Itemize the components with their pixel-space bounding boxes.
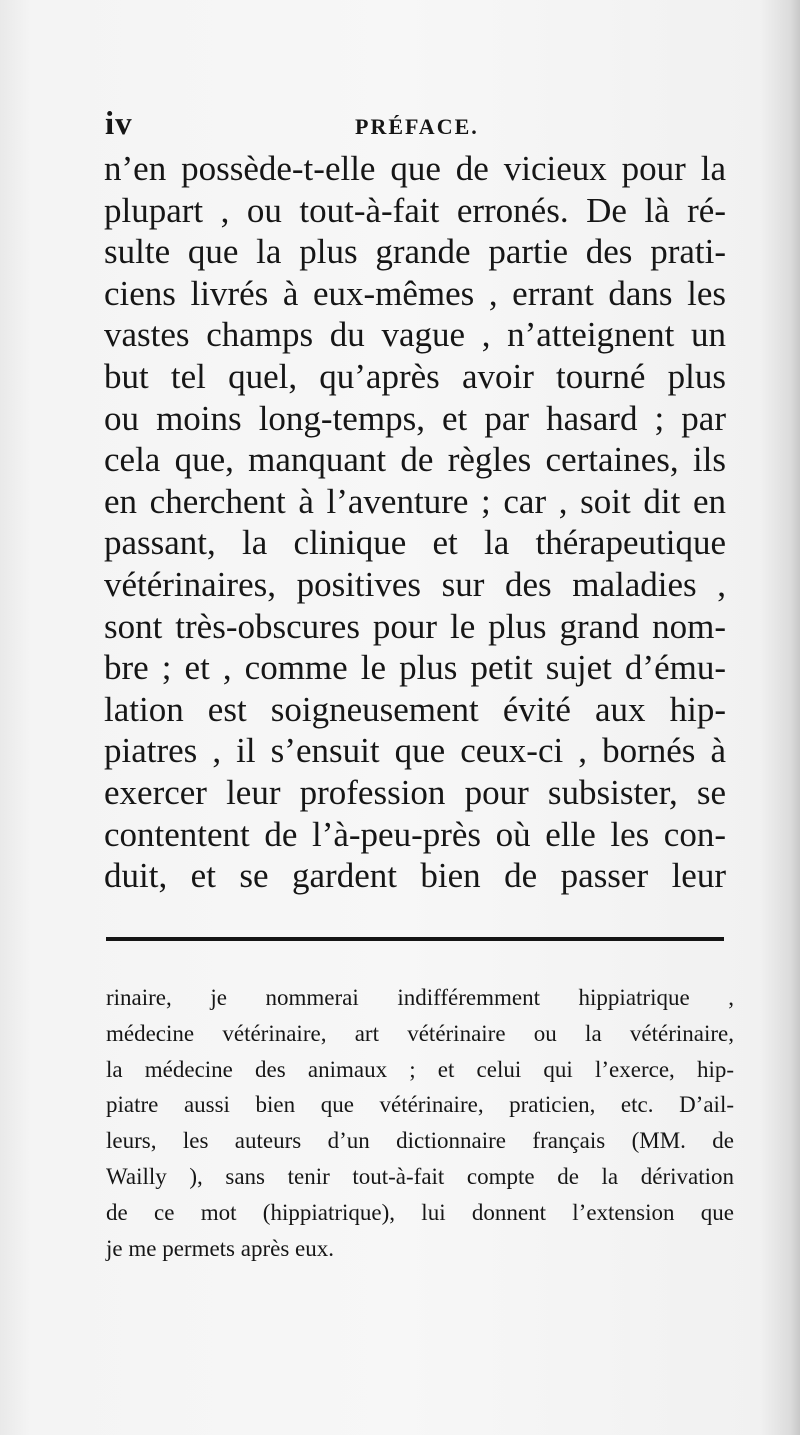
- body-line: contentent de l’à-peu-près où elle les con-: [104, 814, 726, 854]
- body-line: duit, et se gardent bien de passer leur: [104, 856, 726, 896]
- body-line: lation est soigneusement évité aux hip-: [104, 689, 726, 729]
- footnote-line: rinaire, je nommerai indifféremment hippiatrique ,: [106, 985, 734, 1010]
- body-line: n’en possède-t-elle que de vicieux pour la: [104, 149, 726, 188]
- body-line: vétérinaires, positives sur des maladies ,: [104, 564, 726, 604]
- body-line: passant, la clinique et la thérapeutique: [104, 523, 726, 563]
- footnote: [106, 980, 734, 1266]
- footnote-line: de ce mot (hippiatrique), lui donnent l’extension que: [106, 1199, 734, 1225]
- page-number: iv: [105, 106, 133, 142]
- footnote-line: piatre aussi bien que vétérinaire, praticien, etc. D’ail-: [106, 1092, 734, 1118]
- body-line: en cherchent à l’aventure ; car , soit dit en: [104, 481, 726, 521]
- running-head: PRÉFACE.: [355, 114, 479, 139]
- body-line: plupart , ou tout-à-fait erronés. De là ré-: [104, 190, 726, 230]
- body-line: ou moins long-temps, et par hasard ; par: [104, 398, 726, 438]
- body-line: exercer leur profession pour subsister, se: [104, 772, 726, 812]
- body-line: but tel quel, qu’après avoir tourné plus: [104, 356, 726, 396]
- body-line: ciens livrés à eux-mêmes , errant dans les: [104, 273, 726, 313]
- footnote-line: médecine vétérinaire, art vétérinaire ou la vétérinaire,: [106, 1020, 734, 1046]
- footnote-line: leurs, les auteurs d’un dictionnaire français (MM. de: [106, 1128, 734, 1154]
- body-line: sulte que la plus grande partie des prati-: [104, 232, 726, 272]
- footnote-line: Wailly ), sans tenir tout-à-fait compte de la dérivation: [106, 1163, 734, 1189]
- footnote-line: je me permets après eux.: [106, 1235, 334, 1261]
- footnote-line: la médecine des animaux ; et celui qui l’exerce, hip-: [106, 1056, 734, 1082]
- body-line: sont très-obscures pour le plus grand nom-: [104, 606, 726, 646]
- page-header: [105, 106, 725, 146]
- body-line: vastes champs du vague , n’atteignent un: [104, 315, 726, 355]
- body-line: cela que, manquant de règles certaines, ils: [104, 440, 726, 480]
- body-line: bre ; et , comme le plus petit sujet d’ému-: [104, 648, 726, 688]
- body-text: [104, 148, 726, 897]
- body-line: piatres , il s’ensuit que ceux-ci , bornés à: [104, 731, 726, 771]
- footnote-separator-rule: [106, 937, 724, 941]
